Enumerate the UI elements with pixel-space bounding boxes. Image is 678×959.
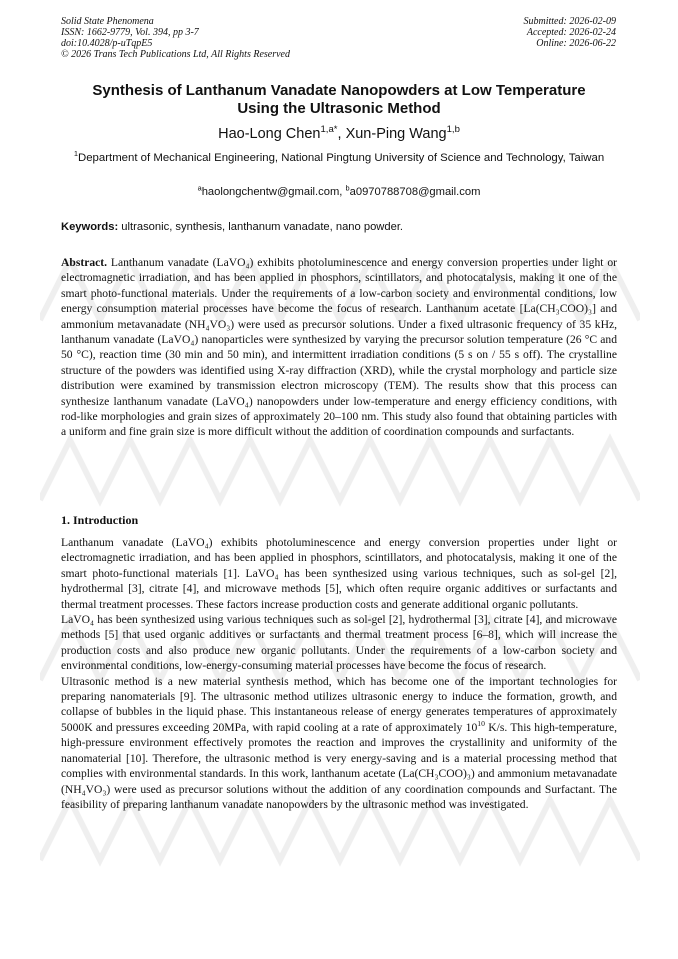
intro-paragraph-3 bbox=[61, 674, 617, 813]
affiliation-mark: 1 bbox=[73, 149, 78, 159]
intro-paragraph-3-part-a: Ultrasonic method is a new material synthesis method, which has become one of the important technologies for preparing nanomaterials [9]. The ultrasonic method utilizes ultrasonic energy to induce the formation, growth, and collapse of bubbles in the liquid phase. This instantaneous release of energy generates temperatures of approximately 5000K and pressures exceeding 20MPa, with rapid cooling at a rate of approximately 10 bbox=[61, 674, 617, 734]
abstract bbox=[61, 255, 617, 440]
keywords-text: ultrasonic, synthesis, lanthanum vanadate, nano powder. bbox=[118, 221, 404, 233]
email-mark: a bbox=[197, 183, 202, 193]
abstract-label: Abstract. bbox=[61, 256, 108, 269]
affiliation bbox=[64, 150, 614, 166]
author-list bbox=[64, 125, 614, 143]
accepted-date: Accepted: 2026-02-24 bbox=[526, 27, 616, 38]
doi[interactable]: doi:10.4028/p-uTqpE5 bbox=[61, 38, 153, 49]
intro-paragraph-1: Lanthanum vanadate (LaVO₄) exhibits photoluminescence and energy conversion properties under light or electromagnetic irradiation, and has been applied in phosphors, scintillators, and photocatalysis, making it one of the smart photo-functional materials [1]. LaVO₄ has been synthesized using various techniques, such as sol-gel [2], hydrothermal [3], citrate [4], and microwave methods [5], which often require organic additives or surfactants and thermal treatment processes. These factors increase production costs and generate additional organic pollutants. bbox=[61, 536, 617, 611]
paper-title bbox=[64, 82, 614, 118]
email-line bbox=[64, 185, 614, 199]
author-affiliation-mark: 1,b bbox=[446, 124, 460, 136]
email-mark: b bbox=[345, 183, 350, 193]
submitted-date: Submitted: 2026-02-09 bbox=[523, 16, 616, 27]
section-heading-introduction: 1. Introduction bbox=[61, 513, 139, 527]
introduction-body bbox=[61, 535, 617, 812]
issn: ISSN: 1662-9779, Vol. 394, pp 3-7 bbox=[61, 27, 199, 38]
online-date: Online: 2026-06-22 bbox=[536, 38, 616, 49]
email-address[interactable]: haolongchentw@gmail.com bbox=[201, 186, 340, 198]
email-address[interactable]: a0970788708@gmail.com bbox=[349, 186, 481, 198]
author-name: Xun-Ping Wang bbox=[345, 126, 447, 142]
title-line-1: Synthesis of Lanthanum Vanadate Nanopowders at Low Temperature bbox=[92, 82, 586, 99]
header-left bbox=[61, 16, 290, 60]
keywords bbox=[61, 220, 617, 234]
affiliation-text: Department of Mechanical Engineering, National Pingtung University of Science and Technology, Taiwan bbox=[78, 152, 605, 164]
author-name: Hao-Long Chen bbox=[218, 126, 321, 142]
copyright: © 2026 Trans Tech Publications Ltd, All Rights Reserved bbox=[61, 49, 290, 60]
intro-paragraph-3-part-b: K/s. This high-temperature, high-pressure environment effectively promotes the reaction and improves the crystallinity and uniformity of the nanomaterial [10]. Therefore, the ultrasonic method is very energy-saving and is a material processing method that complies with environmental standards. In this work, lanthanum acetate (La(CH₃COO)₃) and ammonium metavanadate (NH₄VO₃) were used as precursor solutions without the addition of any coordination compounds and Surfactant. The feasibility of preparing lanthanum vanadate nanopowders by the ultrasonic method was investigated. bbox=[61, 720, 617, 811]
exponent: 10 bbox=[477, 719, 485, 729]
journal-name: Solid State Phenomena bbox=[61, 16, 154, 27]
author-affiliation-mark: 1,a* bbox=[320, 124, 338, 136]
title-line-2: Using the Ultrasonic Method bbox=[237, 100, 441, 117]
author-separator: , bbox=[337, 126, 346, 142]
intro-paragraph-2: LaVO₄ has been synthesized using various techniques such as sol-gel [2], hydrothermal [3], citrate [4], and microwave methods [5] that used organic additives or surfactants and thermal treatment process [6–8], which will increase the production costs and also produce new organic pollutants. Under the requirements of a low-carbon society and environmental conditions, low-energy-consuming material processes have become the focus of research. bbox=[61, 613, 617, 673]
email-separator: , bbox=[339, 186, 346, 198]
header-right bbox=[524, 16, 617, 49]
keywords-label: Keywords: bbox=[61, 221, 119, 233]
abstract-text: Lanthanum vanadate (LaVO₄) exhibits photoluminescence and energy conversion properties under light or electromagnetic irradiation, and has been applied in phosphors, scintillators, and photocatalysis, making it one of the smart photo-functional materials. Under the requirements of a low-carbon society and environmental conditions, low energy consumption material processes have become the focus of research. Lanthanum acetate [La(CH₃COO)₃] and ammonium metavanadate (NH₄VO₃) were used as precursor solutions. Under a fixed ultrasonic frequency of 35 kHz, lanthanum vanadate (LaVO₄) nanoparticles were synthesized by varying the precursor solution temperature (26 °C and 50 °C), reaction time (30 min and 50 min), and intermittent irradiation conditions (5 s on / 55 s off). The crystalline structure of the powders was identified using X-ray diffraction (XRD), while the crystal morphology and particle size distribution were examined by transmission electron microscopy (TEM). The results show that this process can synthesize lanthanum vanadate (LaVO₄) nanopowders under low-temperature and energy efficiency conditions, with rod-like morphologies and grain sizes of approximately 20–100 nm. This study also found that obtaining particles with a uniform and fine grain size is more difficult without the addition of coordination compounds and surfactants. bbox=[61, 256, 617, 439]
